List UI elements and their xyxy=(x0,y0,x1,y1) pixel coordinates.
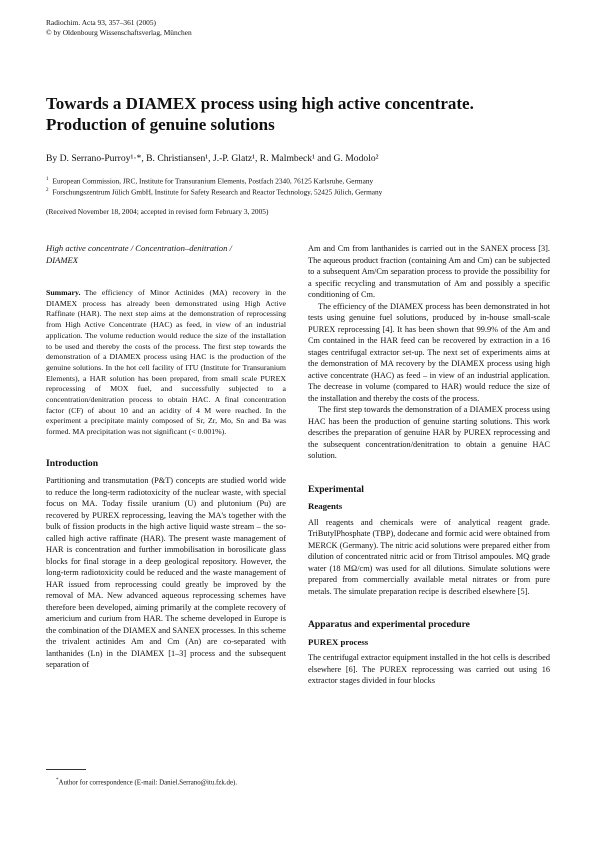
reagents-paragraph: All reagents and chemicals were of analytical reagent grade. TriButylPhosphate (TBP), dodecane and formic acid were obtained from MERCK (Germany). The nitric acid solutions were prepared either from dilution of concentrated nitric acid or from Titrisol ampoules. MQ grade water (18 MΩ/cm) was used for all dilutions. Simulate solutions were prepared from commercially available metal nitrates or from pure metals. The simulate preparation recipe is described elsewhere [5]. xyxy=(308,517,550,596)
author-list: By D. Serrano-Purroy¹·*, B. Christiansen¹, J.-P. Glatz¹, R. Malmbeck¹ and G. Modolo² xyxy=(46,153,379,164)
affiliation-number: 1 xyxy=(46,177,49,182)
intro-paragraph-continued: Am and Cm from lanthanides is carried out in the SANEX process [3]. The aqueous product fraction (containing Am and Cm) can be subjected to a subsequent Am/Cm separation process to provide the possibility for a specific recycling and transmutation of Am and possibly a specific conditioning of Cm. xyxy=(308,244,550,299)
affiliation-number: 2 xyxy=(46,188,49,194)
affiliations xyxy=(46,175,382,198)
footnote-text: Author for correspondence (E-mail: Daniel.Serrano@itu.fzk.de). xyxy=(58,779,238,787)
affiliation-text: European Commission, JRC, Institute for Transuranium Elements, Postfach 2340, 76125 Karlsruhe, Germany xyxy=(52,176,374,186)
abstract xyxy=(46,288,286,438)
introduction-paragraph: Partitioning and transmutation (P&T) concepts are studied world wide to reduce the long-term radiotoxicity of the nuclear waste, with special focus on MA. Today fissile uranium (U) and plutonium (Pu) are recovered by PUREX reprocessing, leaving the MA's together with the bulk of fission products in the high active liquid waste stream – the so-called high active raffinate (HAR). The present waste management of HAR is concentration and further immobilisation in borosilicate glass blocks for final storage in a deep geological repository. However, the long-term radiotoxicity could be reduced and the waste management of HAR issued from reprocessing could greatly be improved by the removal of MA. New advanced aqueous reprocessing schemes have therefore been developed, aiming primarily at the complete recovery of americium and curium from HAR. The scheme developed in Europe is the combination of the DIAMEX and SANEX processes. In this scheme the trivalent actinides Am and Cm (An) are co-separated with lanthanides (Ln) in the DIAMEX [1–3] process and the subsequent separation of xyxy=(46,476,286,670)
right-column xyxy=(308,243,550,687)
section-heading-introduction: Introduction xyxy=(46,457,99,469)
journal-citation: Radiochim. Acta 93, 357–361 (2005) xyxy=(46,18,157,27)
affiliation-text: Forschungszentrum Jülich GmbH, Institute for Safety Research and Reactor Technology, 52425 Jülich, Germany xyxy=(52,187,383,197)
intro-paragraph-2: The efficiency of the DIAMEX process has been demonstrated in hot tests using genuine fuel solutions, produced by in-house small-scale PUREX reprocessing [4]. It has been shown that 99.9% of the Am and Cm contained in the HAR feed can be recovered by extraction in a 16 stages centrifugal extractor set-up. The next set of experiments aims at the demonstration of MA recovery by the DIAMEX process using high active concentrate (HAC) as feed – in view of an industrial application. The decrease in volume (compared to HAR) would reduce the size of the installation and thereby the costs of the process. xyxy=(308,301,550,403)
section-heading-apparatus: Apparatus and experimental procedure xyxy=(308,619,470,630)
abstract-label: Summary. xyxy=(46,288,81,297)
footnote-divider xyxy=(46,769,86,770)
paper-title xyxy=(46,93,546,135)
affiliation-1 xyxy=(46,175,382,186)
footnote-mark: * xyxy=(56,778,59,783)
keywords xyxy=(46,243,286,266)
title-line-2: Production of genuine solutions xyxy=(46,115,275,134)
footnote xyxy=(56,776,237,787)
abstract-text: The efficiency of Minor Actinides (MA) recovery in the DIAMEX process has already been demonstrated using High Active Raffinate (HAR). The next step aims at the demonstration of reprocessing from High Active Concentrate (HAC) as feed, in view of an industrial application. The volume reduction would reduce the size of the installation to be used and thereby the costs of the process. The first step towards the demonstration of a DIAMEX process using HAC is the production of the genuine solutions. In the hot cell facility of ITU (Institute for Transuranium Elements), a HAR solution has been prepared, from small scale PUREX reprocessing of MOX fuel, and successfully subjected to a concentration/denitration process to obtain HAC. A final concentration factor (CF) of about 10 and an acidity of 4 M were reached. In the experiment a precipitate mainly composed of Sr, Zr, Mo, Sn and Ba was formed. MA precipitation was not significant (< 0.001%). xyxy=(46,288,286,437)
keywords-line-2: DIAMEX xyxy=(46,254,78,265)
section-heading-experimental: Experimental xyxy=(308,483,364,495)
affiliation-2 xyxy=(46,186,382,197)
received-dates: (Received November 18, 2004; accepted in revised form February 3, 2005) xyxy=(46,207,269,216)
keywords-line-1: High active concentrate / Concentration–denitration / xyxy=(46,243,232,253)
subsection-heading-purex: PUREX process xyxy=(308,636,369,647)
left-column xyxy=(46,243,286,671)
intro-paragraph-3: The first step towards the demonstration of a DIAMEX process using HAC has been the production of genuine starting solutions. This work describes the preparation of genuine HAR by PUREX reprocessing and the subsequent concentration/denitration to obtain a genuine HAC solution. xyxy=(308,405,550,460)
journal-header xyxy=(46,18,192,38)
subsection-heading-reagents: Reagents xyxy=(308,501,343,511)
publisher-line: © by Oldenbourg Wissenschaftsverlag, München xyxy=(46,28,192,37)
purex-paragraph: The centrifugal extractor equipment installed in the hot cells is described elsewhere [6]. The PUREX reprocessing was carried out using 16 extractor stages divided in four blocks xyxy=(308,653,550,685)
title-line-1: Towards a DIAMEX process using high active concentrate. xyxy=(46,94,474,113)
